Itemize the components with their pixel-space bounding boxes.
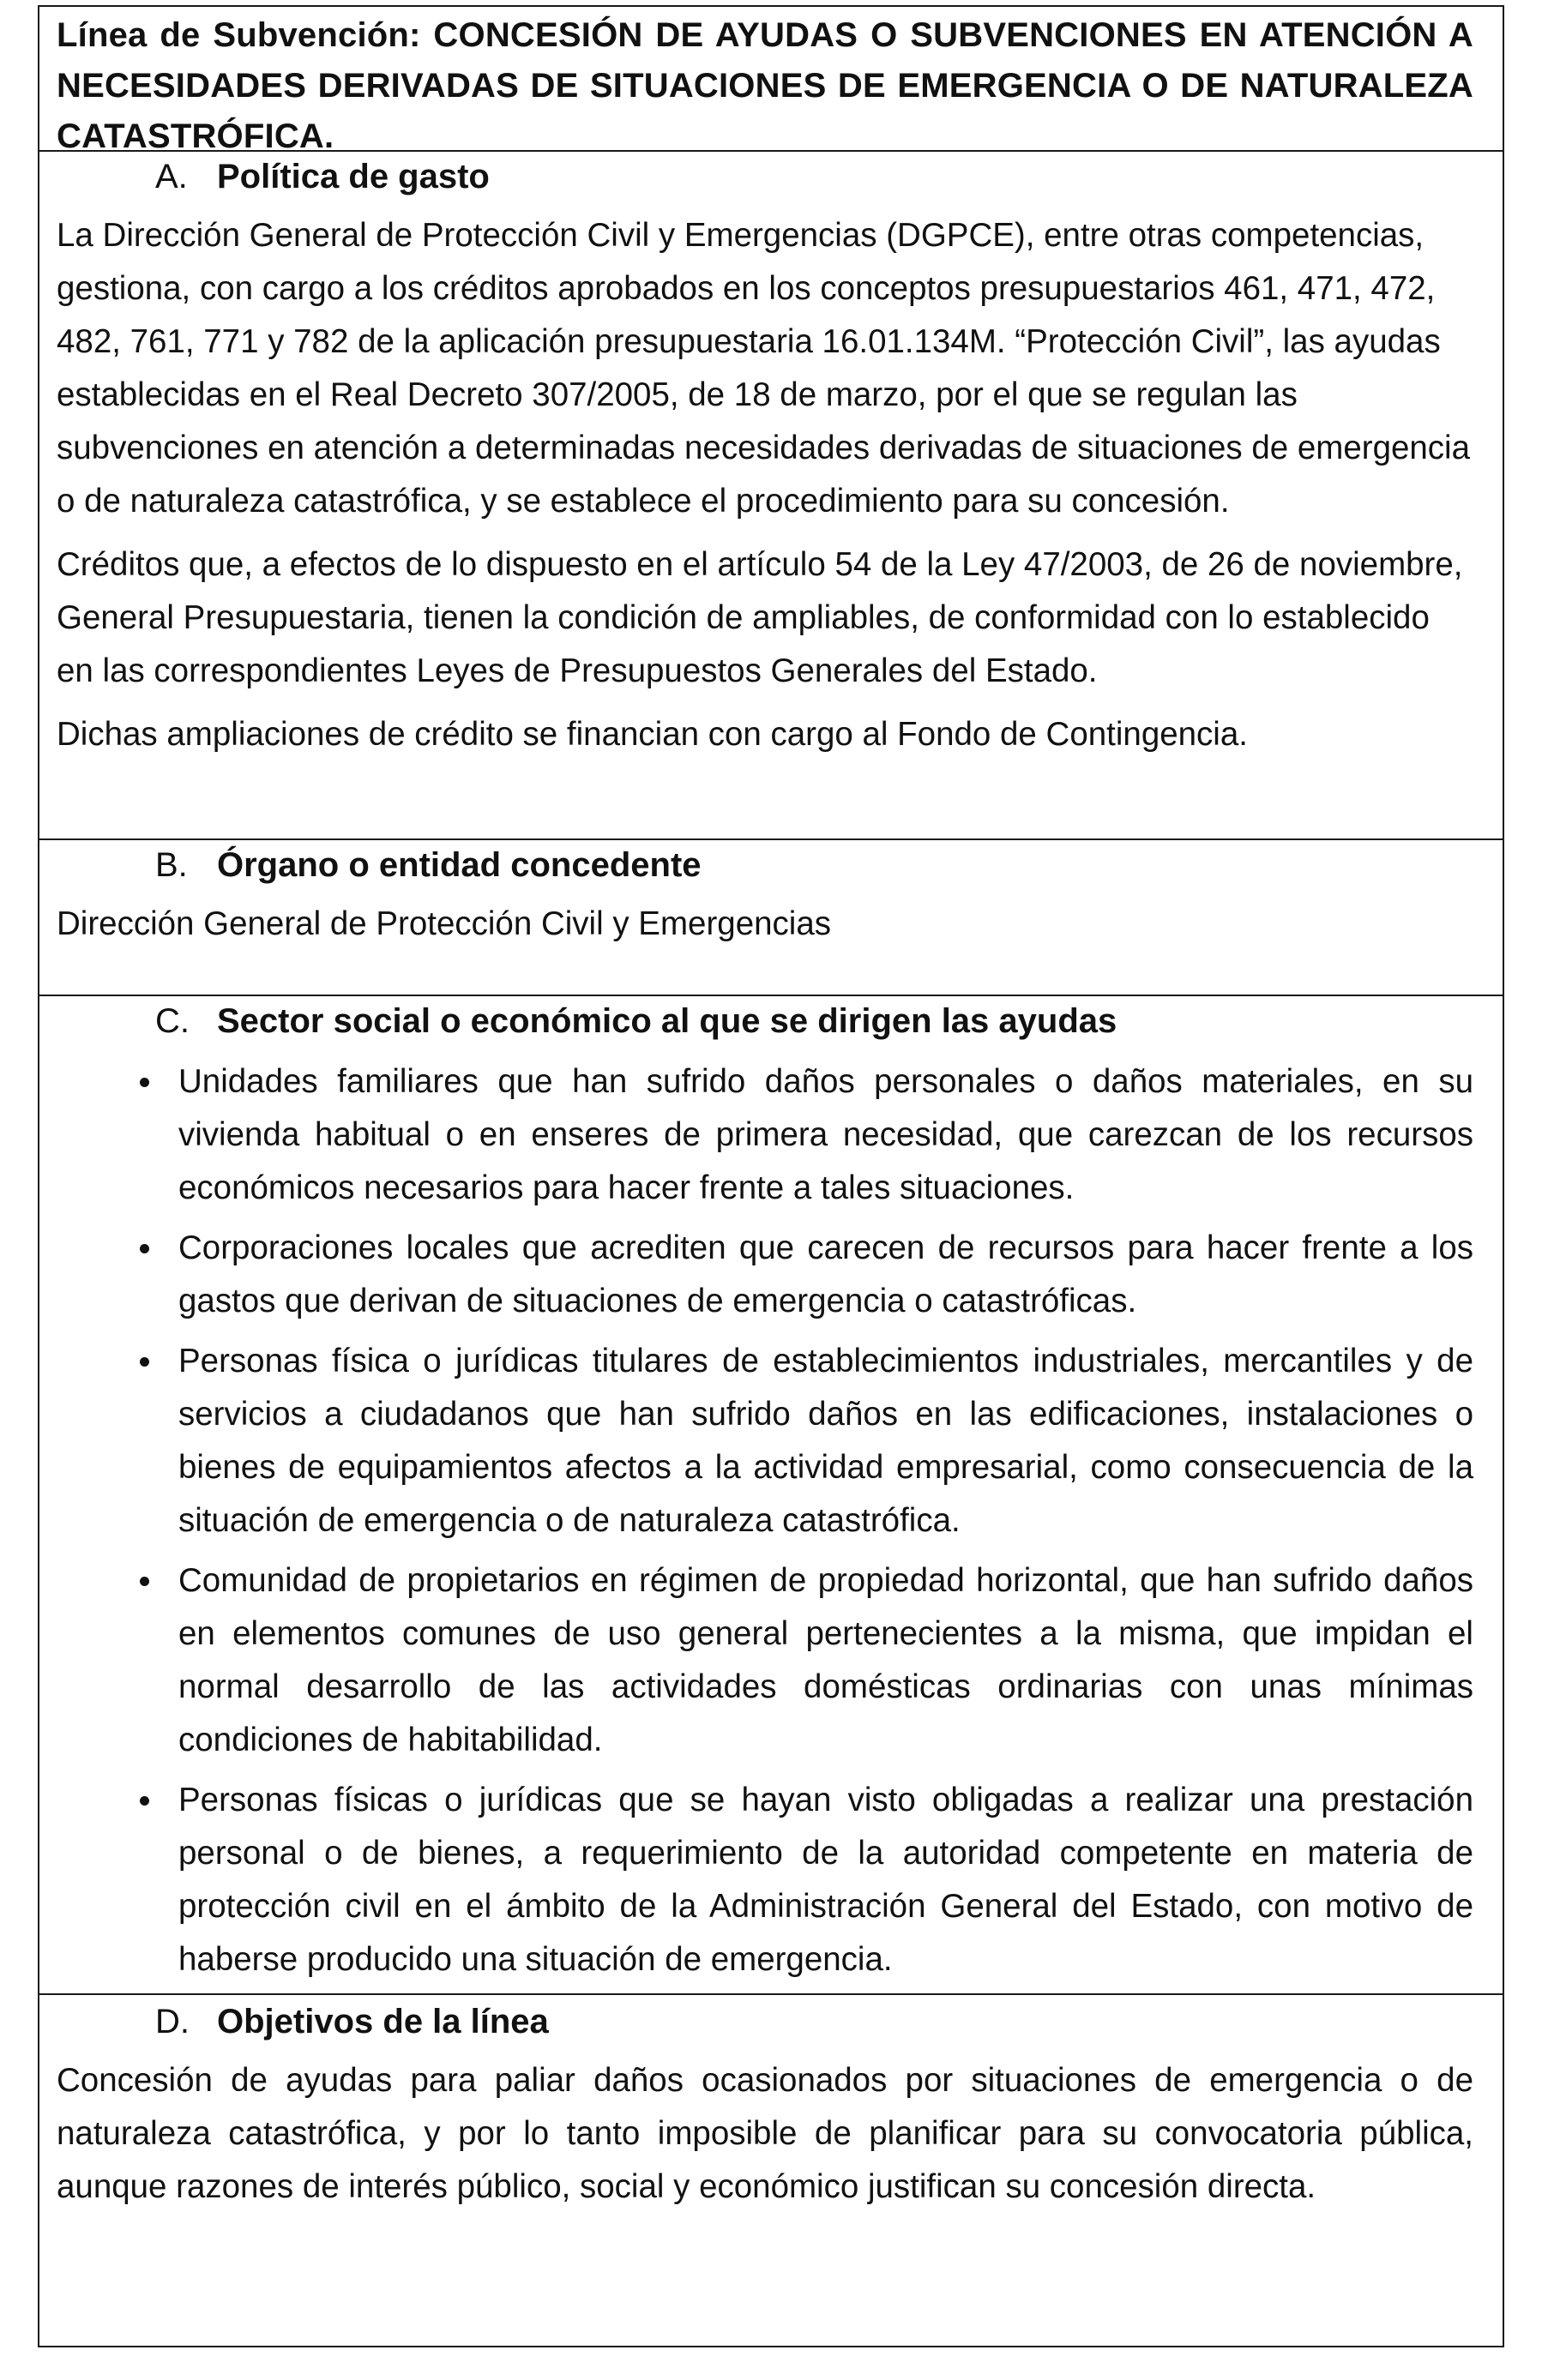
list-item-text: Personas físicas o jurídicas que se hayan visto obligadas a realizar una prestación personal o de bienes, a requerimiento de la autoridad competente en materia de protección civil en el ámbito de la Administración General del Estado, con motivo de haberse producido una situación de emergencia. bbox=[178, 1782, 1473, 1978]
section-d-letter: D. bbox=[155, 2003, 190, 2040]
section-c-letter: C. bbox=[155, 1002, 190, 1040]
section-c-heading bbox=[57, 997, 1473, 1045]
document-title: Línea de Subvención: CONCESIÓN DE AYUDAS O SUBVENCIONES EN ATENCIÓN A NECESIDADES DERIVADAS DE SITUACIONES DE EMERGENCIA O DE NATURALEZA CATASTRÓFICA. bbox=[57, 16, 1473, 155]
list-item bbox=[57, 1554, 1473, 1767]
list-item bbox=[57, 1055, 1473, 1215]
section-b-title: Órgano o entidad concedente bbox=[217, 846, 702, 884]
section-d bbox=[38, 1998, 1504, 2214]
section-a-paragraph-2: Créditos que, a efectos de lo dispuesto en el artículo 54 de la Ley 47/2003, de 26 de noviembre, General Presupuestaria, tienen la condición de ampliables, de conformidad con lo establecido en las correspondientes Leyes de Presupuestos Generales del Estado. bbox=[57, 546, 1463, 689]
bullet-icon bbox=[140, 1796, 149, 1806]
bullet-icon bbox=[140, 1078, 149, 1087]
section-c-divider bbox=[38, 1993, 1504, 1995]
section-b-divider bbox=[38, 995, 1504, 996]
section-c-title: Sector social o económico al que se dirigen las ayudas bbox=[217, 1002, 1117, 1040]
section-a bbox=[38, 153, 1504, 761]
section-d-title: Objetivos de la línea bbox=[217, 2003, 549, 2040]
section-a-heading bbox=[57, 153, 1473, 201]
section-a-divider bbox=[38, 838, 1504, 840]
section-c-bullet-list bbox=[57, 1055, 1473, 1986]
title-divider bbox=[38, 150, 1504, 152]
section-a-title: Política de gasto bbox=[217, 158, 490, 195]
section-b-text: Dirección General de Protección Civil y Emergencias bbox=[57, 905, 831, 942]
section-b-letter: B. bbox=[155, 846, 188, 884]
list-item bbox=[57, 1222, 1473, 1328]
section-a-paragraph-3: Dichas ampliaciones de crédito se financian con cargo al Fondo de Contingencia. bbox=[57, 716, 1248, 753]
section-a-letter: A. bbox=[155, 158, 188, 195]
section-d-heading bbox=[57, 1998, 1473, 2046]
section-c bbox=[38, 997, 1504, 1993]
list-item bbox=[57, 1335, 1473, 1548]
section-d-text: Concesión de ayudas para paliar daños ocasionados por situaciones de emergencia o de naturaleza catastrófica, y por lo tanto imposible de planificar para su convocatoria pública, aunque razones de interés público, social y económico justifican su concesión directa. bbox=[57, 2062, 1473, 2205]
list-item-text: Personas física o jurídicas titulares de establecimientos industriales, mercantiles y de servicios a ciudadanos que han sufrido daños en las edificaciones, instalaciones o bienes de equipamientos afectos a la actividad empresarial, como consecuencia de la situación de emergencia o de naturaleza catastrófica. bbox=[178, 1343, 1473, 1539]
bullet-icon bbox=[140, 1357, 149, 1367]
section-a-paragraph-1: La Dirección General de Protección Civil y Emergencias (DGPCE), entre otras competencias, gestiona, con cargo a los créditos aprobados en los conceptos presupuestarios 461, 471, 472, 482, 761, 771 y 782 de la aplicación presupuestaria 16.01.134M. “Protección Civil”, las ayudas establecidas en el Real Decreto 307/2005, de 18 de marzo, por el que se regulan las subvenciones en atención a determinadas necesidades derivadas de situaciones de emergencia o de naturaleza catastrófica, y se establece el procedimiento para su concesión. bbox=[57, 217, 1471, 520]
section-b bbox=[38, 841, 1504, 951]
list-item-text: Unidades familiares que han sufrido daños personales o daños materiales, en su vivienda habitual o en enseres de primera necesidad, que carezcan de los recursos económicos necesarios para hacer frente a tales situaciones. bbox=[178, 1063, 1473, 1206]
list-item-text: Comunidad de propietarios en régimen de propiedad horizontal, que han sufrido daños en elementos comunes de uso general pertenecientes a la misma, que impidan el normal desarrollo de las actividades domésticas ordinarias con unas mínimas condiciones de habitabilidad. bbox=[178, 1562, 1473, 1758]
section-b-heading bbox=[57, 841, 1473, 889]
bullet-icon bbox=[140, 1577, 149, 1586]
bullet-icon bbox=[140, 1244, 149, 1253]
title-row bbox=[38, 10, 1504, 162]
list-item bbox=[57, 1774, 1473, 1986]
list-item-text: Corporaciones locales que acrediten que carecen de recursos para hacer frente a los gastos que derivan de situaciones de emergencia o catastróficas. bbox=[178, 1229, 1473, 1319]
